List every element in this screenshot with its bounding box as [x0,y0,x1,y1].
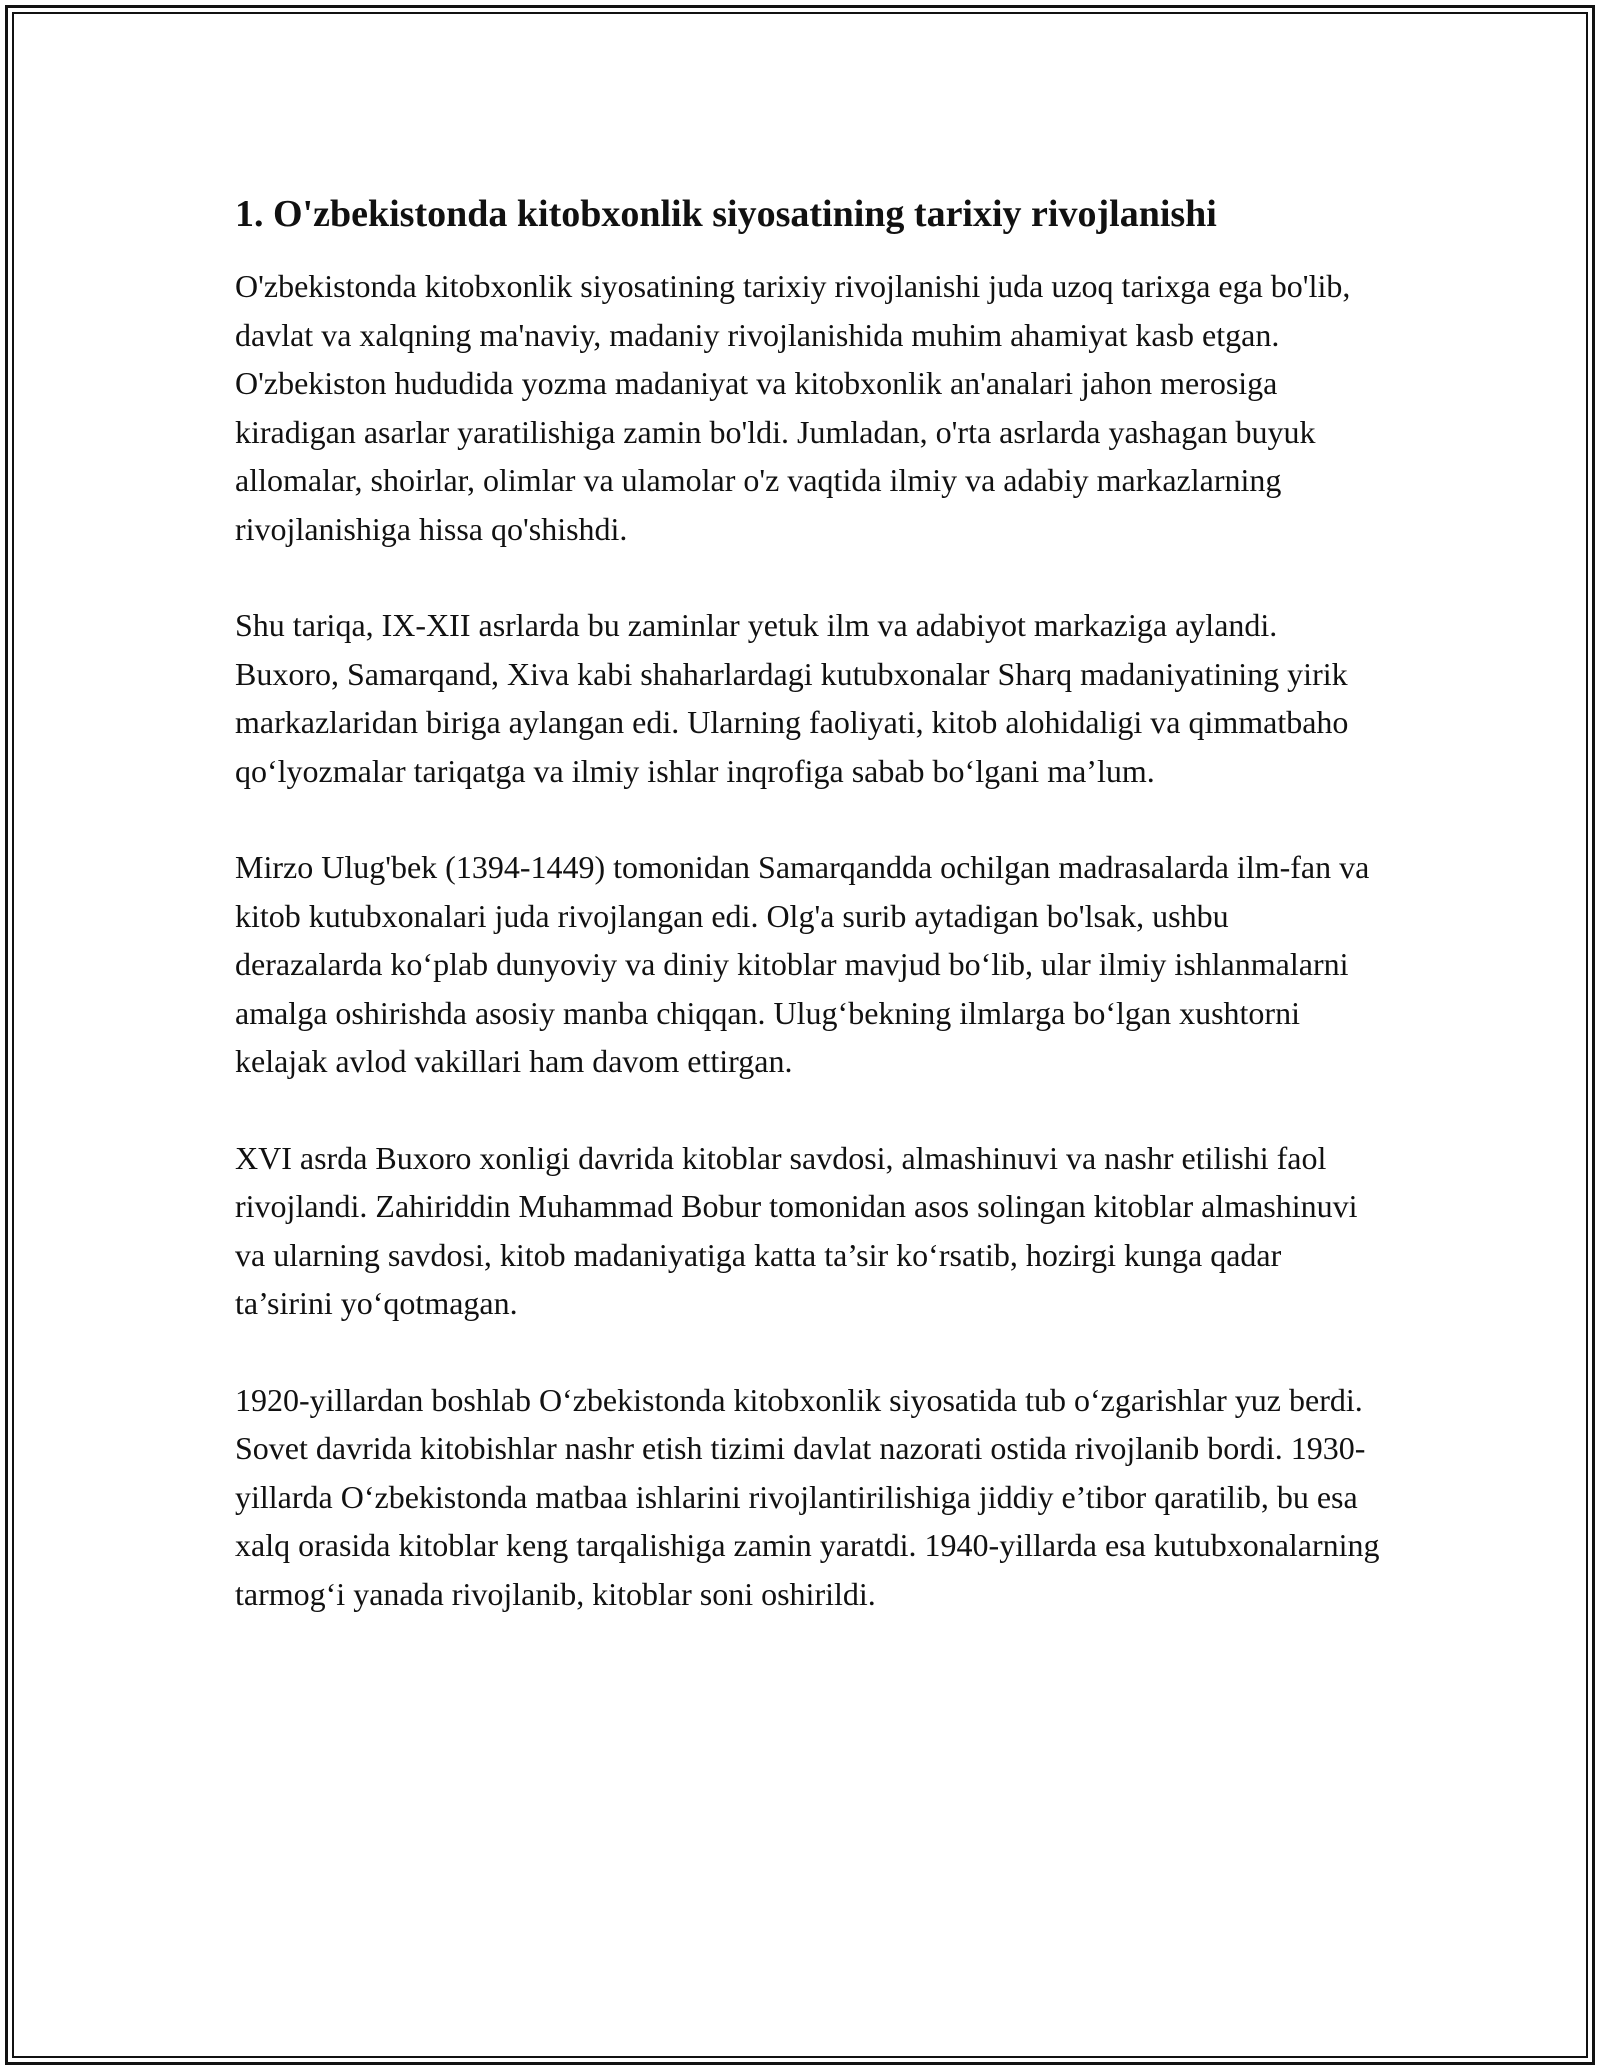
paragraph: XVI asrda Buxoro xonligi davrida kitoblar savdosi, almashinuvi va nashr etilishi faol rivojlandi. Zahiriddin Muhammad Bobur tomonidan asos solingan kitoblar almashinuvi va ularning savdosi, kitob madaniyatiga katta ta’sir ko‘rsatib, hozirgi kunga qadar ta’sirini yo‘qotmagan. [235,1139,1358,1321]
document-body [235,186,1380,1666]
paragraph: Mirzo Ulug'bek (1394-1449) tomonidan Samarqandda ochilgan madrasalarda ilm-fan va kitob kutubxonalari juda rivojlangan edi. Olg'a surib aytadigan bo'lsak, ushbu derazalarda ko‘plab dunyoviy va diniy kitoblar mavjud bo‘lib, ular ilmiy ishlanmalarni amalga oshirishda asosiy manba chiqqan. Ulug‘bekning ilmlarga bo‘lgan xushtorni kelajak avlod vakillari ham davom ettirgan. [235,849,1370,1079]
paragraph: 1920-yillardan boshlab O‘zbekistonda kitobxonlik siyosatida tub o‘zgarishlar yuz berdi. Sovet davrida kitobishlar nashr etish tizimi davlat nazorati ostida rivojlanib bordi. 1930-yillarda O‘zbekistonda matbaa ishlarini rivojlantirilishiga jiddiy e’tibor qaratilib, bu esa xalq orasida kitoblar keng tarqalishiga zamin yaratdi. 1940-yillarda esa kutubxonalarning tarmog‘i yanada rivojlanib, kitoblar soni oshirildi. [235,1381,1380,1612]
paragraph: Shu tariqa, IX-XII asrlarda bu zaminlar yetuk ilm va adabiyot markaziga aylandi. Buxoro, Samarqand, Xiva kabi shaharlardagi kutubxonalar Sharq madaniyatining yirik markazlaridan biriga aylangan edi. Ularning faoliyati, kitob alohidaligi va qimmatbaho qo‘lyozmalar tariqatga va ilmiy ishlar inqrofiga sabab bo‘lgani ma’lum. [235,607,1349,789]
paragraph: O'zbekistonda kitobxonlik siyosatining tarixiy rivojlanishi juda uzoq tarixga ega bo'lib, davlat va xalqning ma'naviy, madaniy rivojlanishida muhim ahamiyat kasb etgan. O'zbekiston hududida yozma madaniyat va kitobxonlik an'analari jahon merosiga kiradigan asarlar yaratilishiga zamin bo'ldi. Jumladan, o'rta asrlarda yashagan buyuk allomalar, shoirlar, olimlar va ulamolar o'z vaqtida ilmiy va adabiy markazlarning rivojlanishiga hissa qo'shishdi. [235,268,1351,547]
section-heading: 1. O'zbekistonda kitobxonlik siyosatining tarixiy rivojlanishi [235,193,1217,235]
